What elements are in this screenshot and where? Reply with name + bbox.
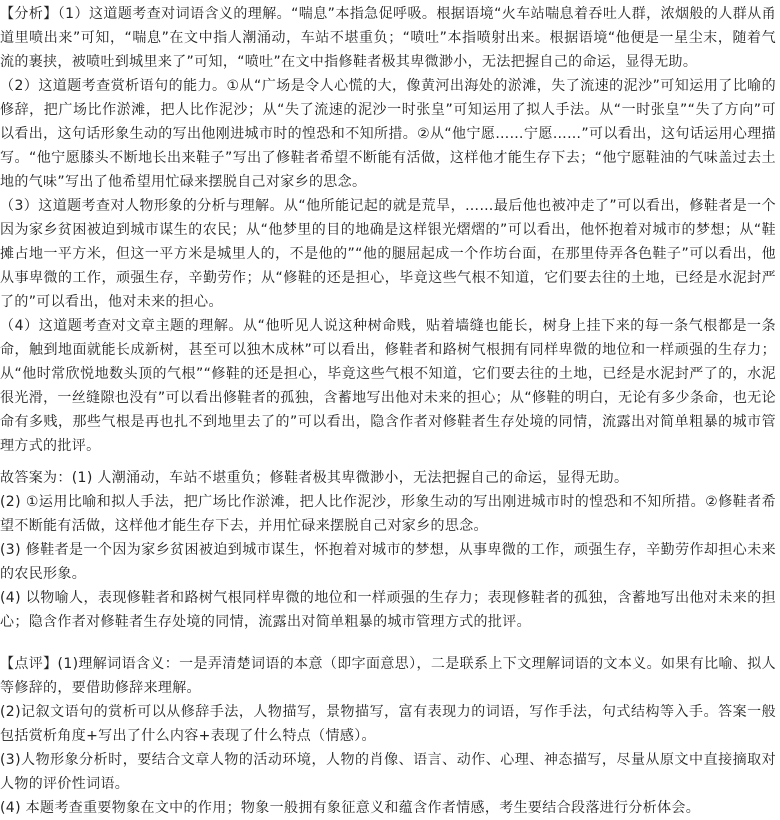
answer-section — [0, 466, 776, 634]
answer-paragraph-3: (3) 修鞋者是一个因为家乡贫困被迫到城市谋生，怀抱着对城市的梦想，从事卑微的工作，顽强生存，辛勤劳作却担心未来的农民形象。 — [0, 542, 776, 582]
analysis-paragraph-2: （2）这道题考查赏析语句的能力。①从“广场是令人心慌的大，像黄河出海处的淤滩，失了流速的泥沙”可知运用了比喻的修辞，把广场比作淤滩，把人比作泥沙；从“失了流速的泥沙一时张皇”可知运用了拟人手法。从“一时张皇”“失了方向”可以看出，这句话形象生动的写出他刚进城市时的惶恐和不知所措。②从“他宁愿……宁愿……”可以看出，这句话运用心理描写。“他宁愿膝头不断地长出来鞋子”写出了修鞋者希望不断能有活做，这样他才能生存下去；“他宁愿鞋油的气味盖过去土地的气味”写出了他希望用忙碌来摆脱自己对家乡的思念。 — [0, 78, 776, 190]
answer-paragraph-4: (4) 以物喻人，表现修鞋者和路树气根同样卑微的地位和一样顽强的生存力；表现修鞋者的孤独，含蓄地写出他对未来的担心；隐含作者对修鞋者生存处境的同情，流露出对简单粗暴的城市管理方式的批评。 — [0, 590, 776, 630]
analysis-paragraph-3: （3）这道题考查对人物形象的分析与理解。从“他所能记起的就是荒旱，……最后他也被冲走了”可以看出，修鞋者是一个因为家乡贫困被迫到城市谋生的农民；从“他梦里的目的地确是这样银光熠熠的”可以看出，他怀抱着对城市的梦想；从“鞋摊占地一平方米，但这一平方米是城里人的，不是他的”“他的腿屈起成一个作坊台面，在那里侍弄各色鞋子”可以看出，他从事卑微的工作，顽强生存，辛勤劳作；从“修鞋的还是担心，毕竟这些气根不知道，它们要去往的土地，已经是水泥封严了的”可以看出，他对未来的担心。 — [0, 198, 776, 310]
comment-paragraph-4: (4) 本题考查重要物象在文中的作用；物象一般拥有象征意义和蕴含作者情感，考生要结合段落进行分析体会。 — [0, 800, 701, 816]
answer-paragraph-1: 故答案为：(1) 人潮涌动，车站不堪重负；修鞋者极其卑微渺小，无法把握自己的命运，显得无助。 — [0, 470, 629, 486]
comment-paragraph-2: (2)记叙文语句的赏析可以从修辞手法，人物描写，景物描写，富有表现力的词语，写作手法，句式结构等入手。答案一般包括赏析角度+写出了什么内容+表现了什么特点（情感）。 — [0, 704, 776, 744]
comment-paragraph-1: 【点评】(1)理解词语含义：一是弄清楚词语的本意（即字面意思），二是联系上下文理解词语的文本义。如果有比喻、拟人等修辞的，要借助修辞来理解。 — [0, 656, 776, 696]
comment-section — [0, 652, 776, 820]
comment-paragraph-3: (3)人物形象分析时，要结合文章人物的活动环境，人物的肖像、语言、动作、心理、神态描写，尽量从原文中直接摘取对人物的评价性词语。 — [0, 752, 776, 792]
analysis-section — [0, 2, 776, 458]
answer-paragraph-2: (2) ①运用比喻和拟人手法，把广场比作淤滩，把人比作泥沙，形象生动的写出刚进城市时的惶恐和不知所措。②修鞋者希望不断能有活做，这样他才能生存下去，并用忙碌来摆脱自己对家乡的思念。 — [0, 494, 776, 534]
analysis-paragraph-4: （4）这道题考查对文章主题的理解。从“他听见人说这种树命贱，贴着墙缝也能长，树身上挂下来的每一条气根都是一条命，触到地面就能长成新树，甚至可以独木成林”可以看出，修鞋者和路树气根拥有同样卑微的地位和一样顽强的生存力；从“他时常欣悦地数头顶的气根”“修鞋的还是担心，毕竟这些气根不知道，它们要去往的土地，已经是水泥封严了的，水泥很光滑，一丝缝隙也没有”可以看出修鞋者的孤独，含蓄地写出他对未来的担心；从“修鞋的明白，无论有多少条命，也无论命有多贱，那些气根是再也扎不到地里去了的”可以看出，隐含作者对修鞋者生存处境的同情，流露出对简单粗暴的城市管理方式的批评。 — [0, 318, 776, 454]
analysis-paragraph-1: 【分析】（1）这道题考查对词语含义的理解。“喘息”本指急促呼吸。根据语境“火车站喘息着吞吐人群，浓烟般的人群从甬道里喷出来”可知，“喘息”在文中指人潮涌动，车站不堪重负；“喷吐”本指喷射出来。根据语境“他便是一星尘末，随着气流的裹挟，被喷吐到城里来了”可知，“喷吐”在文中指修鞋者极其卑微渺小，无法把握自己的命运，显得无助。 — [0, 6, 776, 70]
